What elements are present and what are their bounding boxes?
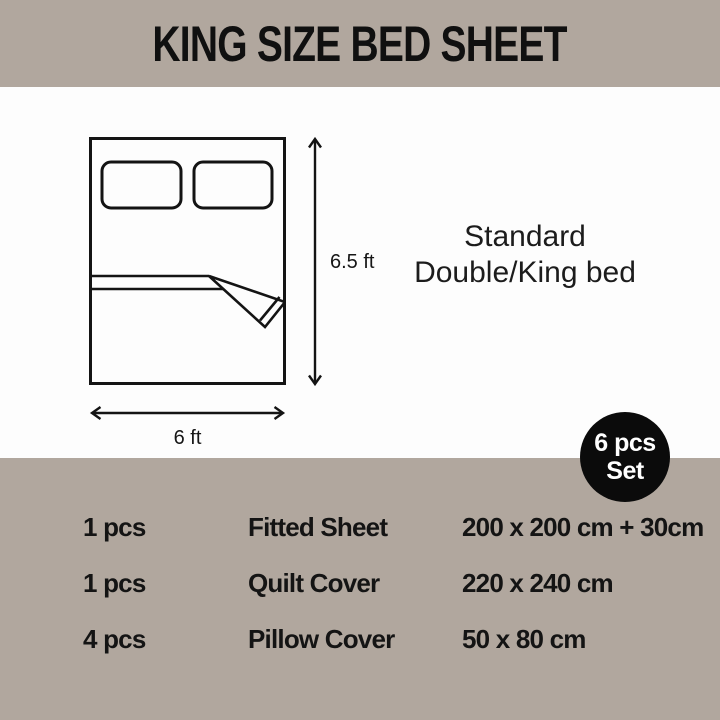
badge-line1: 6 pcs (594, 429, 656, 457)
spec-row-pillow-cover (0, 611, 720, 667)
spec-qty: 1 pcs (83, 568, 146, 598)
bed-type-line1: Standard (464, 220, 586, 253)
bed-height-label: 6.5 ft (330, 251, 375, 273)
sheet-fold-corner (209, 276, 285, 327)
page-title (94, 15, 625, 73)
specs-list (0, 499, 720, 667)
spec-item: Quilt Cover (248, 568, 380, 598)
spec-row-fitted-sheet (0, 499, 720, 555)
spec-size: 220 x 240 cm (462, 568, 613, 598)
set-count-badge (580, 412, 670, 502)
sheet-fold-lines (92, 276, 285, 327)
spec-qty: 1 pcs (83, 512, 146, 542)
page-title-text: KING SIZE BED SHEET (152, 15, 568, 72)
spec-size: 200 x 200 cm + 30cm (462, 512, 704, 542)
spec-qty: 4 pcs (83, 624, 146, 654)
spec-row-quilt-cover (0, 555, 720, 611)
pillow-left-icon (102, 162, 181, 208)
bed-diagram-icon (89, 137, 286, 385)
spec-size: 50 x 80 cm (462, 624, 586, 654)
header-banner (0, 0, 720, 87)
bed-width-label: 6 ft (173, 427, 202, 449)
height-arrow-icon (306, 136, 324, 387)
badge-line2: Set (606, 457, 644, 485)
width-arrow-icon (89, 404, 286, 422)
bed-type-line2: Double/King bed (414, 256, 636, 289)
pillow-right-icon (194, 162, 272, 208)
bed-type-label (385, 219, 665, 291)
spec-item: Fitted Sheet (248, 512, 388, 542)
spec-item: Pillow Cover (248, 624, 395, 654)
mattress-outline (91, 139, 285, 384)
